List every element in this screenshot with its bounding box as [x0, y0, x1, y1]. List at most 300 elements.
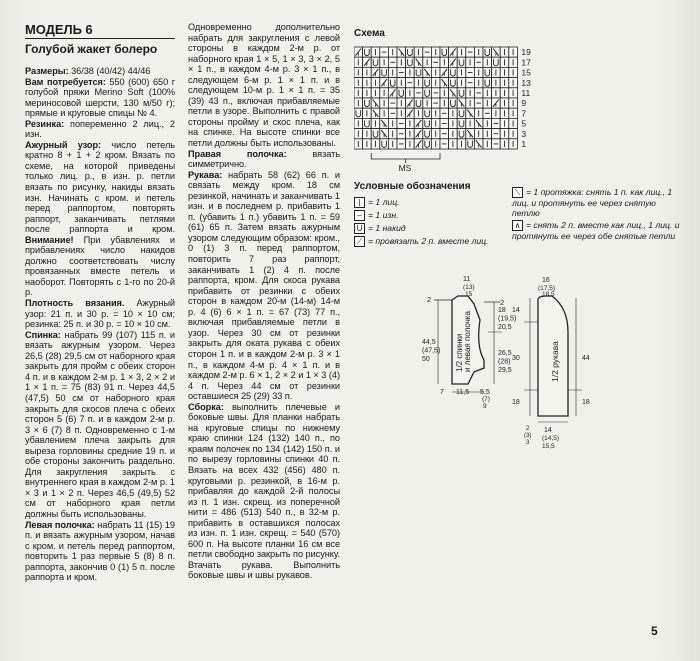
- chart-cell: [509, 129, 518, 139]
- chart-cell: [371, 57, 380, 67]
- chart-cell: [406, 57, 415, 67]
- chart-cell: [371, 108, 380, 118]
- col2-paragraph: [188, 170, 340, 402]
- chart-cell: [483, 88, 492, 98]
- chart-cell: [457, 88, 466, 98]
- chart-cell: [363, 108, 372, 118]
- chart-cell: [449, 78, 458, 88]
- knitting-chart: [354, 41, 554, 171]
- chart-cell: [431, 57, 440, 67]
- chart-cell: [423, 67, 432, 77]
- chart-cell: [449, 129, 458, 139]
- chart-cell: [440, 88, 449, 98]
- chart-cell: [414, 47, 423, 57]
- section-label: Размеры:: [25, 66, 69, 76]
- chart-cell: [397, 47, 406, 57]
- dim-label: 18,5: [542, 291, 555, 298]
- chart-cell: [363, 47, 372, 57]
- chart-cell: [500, 129, 509, 139]
- chart-cell: [380, 129, 389, 139]
- chart-cell: [363, 88, 372, 98]
- chart-cell: [380, 118, 389, 128]
- chart-cell: [509, 118, 518, 128]
- chart-cell: [397, 88, 406, 98]
- chart-cell: [380, 108, 389, 118]
- dim-label: 18: [582, 399, 590, 406]
- chart-cell: [449, 67, 458, 77]
- chart-cell: [483, 98, 492, 108]
- chart-cell: [354, 47, 363, 57]
- section-label: Сборка:: [188, 401, 224, 412]
- chart-cell: [474, 118, 483, 128]
- chart-cell: [457, 57, 466, 67]
- dim-label: 3: [526, 440, 530, 446]
- chart-cell: [371, 118, 380, 128]
- section-label: Плотность вязания.: [25, 298, 125, 309]
- col2-paragraph: [188, 22, 340, 149]
- chart-row-number: 17: [521, 57, 531, 68]
- chart-cell: [354, 88, 363, 98]
- chart-cell: [483, 47, 492, 57]
- section-text: выполнить плечевые и боковые швы. Для планки набрать на круговые спицы по нижнему краю спинки 124 (132) 140 п., по краям полочек по 134 (142) 150 п. и по вырезу горловины спинки 40 п. Вязать на всех 432 (456) 480 п. круговыми р. резинкой, в 16-м р. прибавляя до каждой 2-й полосы из п. 1 изн. скрещ. из поперечной нити = 486 (513) 540 п., в 32-м р. прибавить в оставшихся полосах из изн. п. 1 изн. скрещ. = 540 (570) 600 п. На высоте планки 16 см все петли свободно закрыть по рисунку. Втачать рукава. Выполнить боковые швы и швы рукавов.: [188, 401, 340, 581]
- section-text: вязать симметрично.: [188, 148, 340, 170]
- chart-cell: [500, 67, 509, 77]
- chart-cell: [388, 78, 397, 88]
- chart-cell: [500, 98, 509, 108]
- chart-cell: [363, 118, 372, 128]
- chart-cell: [423, 98, 432, 108]
- chart-cell: [371, 88, 380, 98]
- chart-cell: [457, 108, 466, 118]
- chart-cell: [406, 108, 415, 118]
- chart-cell: [431, 118, 440, 128]
- chart-cell: [363, 98, 372, 108]
- dim-label: (47,5): [422, 347, 441, 355]
- dim-label: 5,5: [480, 389, 490, 396]
- chart-cell: [492, 129, 501, 139]
- col1-paragraph: [25, 330, 175, 520]
- chart-cell: [388, 88, 397, 98]
- chart-row-number: 1: [521, 139, 527, 149]
- chart-cell: [449, 57, 458, 67]
- chart-cell: [423, 139, 432, 149]
- chart-cell: [492, 98, 501, 108]
- chart-cell: [354, 118, 363, 128]
- chart-cell: [474, 78, 483, 88]
- chart-cell: [388, 57, 397, 67]
- chart-cell: [423, 47, 432, 57]
- col1-paragraph: [25, 119, 175, 140]
- chart-cell: [492, 67, 501, 77]
- chart-cell: [492, 108, 501, 118]
- chart-cell: [509, 139, 518, 149]
- chart-cell: [423, 108, 432, 118]
- section-text: Одновременно дополнительно набрать для закругления с левой стороны в каждом 2-м р. от наборного края 1 × 5, 1 × 3, 3 × 2, 5 × 1 п., в каждом 4-м р. 3 × 1 п., в следующем 6-м р. 1 × 1 п. и в следующем 10-м р. 1 × 1 п. = 35 (39) 43 п., включая прибавляемые петли в узоре. Выполнить с правой стороны пройму и скос плеча, как на спинке. На высоте спинки все петли должны быть использованы.: [188, 22, 340, 149]
- chart-cell: [371, 78, 380, 88]
- chart-cell: [423, 88, 432, 98]
- col1-paragraph: [25, 298, 175, 330]
- chart-cell: [354, 98, 363, 108]
- chart-cell: [466, 118, 475, 128]
- dim-label: (3): [524, 433, 532, 439]
- section-text: 550 (600) 650 г голубой пряжи Merino Soft (100% мериносовой шерсти, 130 м/50 г); прямые и круговые спицы № 4.: [25, 76, 175, 119]
- piece-label: 1/2 рукава: [550, 341, 560, 382]
- chart-cell: [371, 67, 380, 77]
- chart-cell: [406, 47, 415, 57]
- chart-row-number: 9: [521, 98, 527, 109]
- dim-label: 2: [500, 298, 505, 307]
- legend-item: [354, 236, 488, 247]
- chart-cell: [466, 67, 475, 77]
- chart-cell: [440, 139, 449, 149]
- dim-label: 50: [422, 356, 430, 363]
- dim-label: (28): [498, 358, 511, 366]
- chart-cell: [483, 57, 492, 67]
- col1-paragraph: [25, 77, 175, 119]
- legend-symbol-icon: ∧: [512, 220, 523, 231]
- dim-label: (19,5): [498, 315, 517, 323]
- dim-label: 18: [498, 307, 506, 314]
- chart-cell: [414, 118, 423, 128]
- chart-cell: [414, 88, 423, 98]
- column-2-body: [188, 22, 340, 581]
- chart-row-number: 19: [521, 47, 531, 58]
- chart-cell: [466, 129, 475, 139]
- legend-symbol-icon: ⟋: [354, 236, 365, 247]
- chart-cell: [363, 129, 372, 139]
- legend-text: = 1 накид: [368, 223, 406, 233]
- chart-cell: [440, 57, 449, 67]
- chart-cell: [406, 88, 415, 98]
- chart-cell: [397, 67, 406, 77]
- section-label: Спинка:: [25, 329, 61, 340]
- chart-cell: [474, 47, 483, 57]
- legend-item: [512, 187, 684, 218]
- legend-item: [354, 223, 406, 234]
- chart-cell: [509, 88, 518, 98]
- schematics: [412, 272, 692, 462]
- chart-cell: [449, 108, 458, 118]
- col1-paragraph: [25, 140, 175, 298]
- chart-cell: [509, 47, 518, 57]
- dim-label: (14,5): [542, 435, 559, 442]
- chart-cell: [440, 47, 449, 57]
- section-text: 36/38 (40/42) 44/46: [68, 66, 151, 76]
- section-text: попеременно 2 лиц., 2 изн.: [25, 118, 175, 140]
- chart-title: Схема: [354, 28, 385, 39]
- chart-cell: [466, 98, 475, 108]
- chart-cell: [457, 129, 466, 139]
- section-label: Рукава:: [188, 169, 223, 180]
- chart-cell: [380, 47, 389, 57]
- repeat-bracket: [371, 153, 440, 159]
- chart-cell: [371, 47, 380, 57]
- section-label: Внимание!: [25, 234, 74, 245]
- col2-paragraph: [188, 149, 340, 170]
- chart-cell: [492, 57, 501, 67]
- dim-label: 16: [542, 277, 550, 284]
- dim-label: 11,5: [456, 389, 470, 396]
- chart-cell: [380, 78, 389, 88]
- chart-cell: [397, 129, 406, 139]
- chart-cell: [431, 88, 440, 98]
- column-1-body: [25, 66, 175, 583]
- chart-cell: [414, 57, 423, 67]
- chart-cell: [414, 98, 423, 108]
- chart-cell: [509, 108, 518, 118]
- chart-cell: [466, 47, 475, 57]
- legend-symbol-icon: –: [354, 210, 365, 221]
- chart-cell: [449, 47, 458, 57]
- dim-label: 20,5: [498, 324, 512, 331]
- chart-cell: [483, 108, 492, 118]
- chart-cell: [483, 129, 492, 139]
- legend-text: = провязать 2 п. вместе лиц.: [368, 236, 489, 246]
- legend-text: = 1 протяжка: снять 1 п. как лиц., 1 лиц. и протянуть ее через снятую петлю: [512, 187, 673, 219]
- legend-symbol-icon: ⟍: [512, 187, 523, 198]
- chart-cell: [363, 139, 372, 149]
- chart-cell: [406, 98, 415, 108]
- dim-label: 2: [526, 426, 530, 432]
- section-text: набрать 11 (15) 19 п. и вязать ажурным узором, начав с кром. и петель перед раппортом, повторить 1 раз первые 5 (8) 8 п. раппорта, закончив 0 (1) 5 п. после раппорта и кром.: [25, 519, 175, 583]
- dim-label: 7: [440, 389, 444, 396]
- chart-cell: [440, 78, 449, 88]
- chart-cell: [457, 118, 466, 128]
- chart-cell: [388, 139, 397, 149]
- chart-cell: [388, 118, 397, 128]
- chart-cell: [483, 118, 492, 128]
- section-text: набрать 58 (62) 66 п. и связать между кром. 18 см резинкой, начинать и заканчивать 1 изн. и в последнем р. прибавить 1 п. (убавить 1 п.) убавить 1 п. = 59 (61) 65 п. Затем вязать ажурным узором следующим образом: кром., 0 (1) 3 п. перед раппортом, повторить 7 раз раппорт, заканчивать 1 (2) 4 п. после раппорта, кром. Для скоса рукава прибавить от резинки с обеих сторон в каждом 20-м (14-м) 14-м р. 4 (6) 6 × 1 п. = 67 (73) 77 п., включая прибавляемые петли в узор. Через 30 см от резинки закрыть для оката рукава с обеих сторон 1 п. и в каждом 2-м р. 3 × 1 п., в каждом 4-м р. 4 × 1 п. и в каждом 2-м р. 6 × 1, 2 × 2 и 1 × 3 (4) 4 п. Через 44 см от резинки оставшиеся 25 (29) 33 п.: [188, 169, 340, 402]
- chart-cell: [406, 78, 415, 88]
- dim-label: 30: [512, 355, 520, 362]
- col1-paragraph: [25, 520, 175, 583]
- chart-cell: [492, 139, 501, 149]
- chart-cell: [354, 108, 363, 118]
- chart-cell: [457, 67, 466, 77]
- chart-cell: [363, 78, 372, 88]
- chart-cell: [363, 57, 372, 67]
- section-label: Резинка:: [25, 118, 65, 129]
- chart-row-number: 5: [521, 118, 527, 129]
- chart-cell: [406, 118, 415, 128]
- chart-cell: [500, 88, 509, 98]
- text-column-2: [188, 22, 340, 581]
- chart-cell: [431, 47, 440, 57]
- chart-cell: [466, 57, 475, 67]
- chart-cell: [474, 57, 483, 67]
- dim-label: 15,5: [542, 443, 555, 450]
- chart-cell: [466, 139, 475, 149]
- chart-cell: [423, 129, 432, 139]
- chart-cell: [406, 129, 415, 139]
- chart-cell: [380, 88, 389, 98]
- dim-label: 44,5: [422, 339, 436, 346]
- chart-cell: [509, 57, 518, 67]
- section-label: Вам потребуется:: [25, 76, 106, 87]
- dim-label: 18: [512, 399, 520, 406]
- chart-cell: [483, 78, 492, 88]
- chart-cell: [509, 67, 518, 77]
- chart-cell: [440, 118, 449, 128]
- chart-cell: [397, 118, 406, 128]
- chart-cell: [492, 118, 501, 128]
- piece-label: 1/2 спинки: [455, 333, 464, 372]
- dim-label: 9: [483, 403, 487, 410]
- chart-cell: [371, 139, 380, 149]
- chart-cell: [371, 98, 380, 108]
- section-label: Правая полочка:: [188, 148, 287, 159]
- chart-cell: [431, 78, 440, 88]
- chart-cell: [483, 139, 492, 149]
- chart-cell: [457, 98, 466, 108]
- legend-text: = 1 лиц.: [368, 197, 400, 207]
- piece-label: и левая полочка: [463, 311, 472, 372]
- chart-row-number: 7: [521, 108, 527, 119]
- chart-cell: [466, 88, 475, 98]
- chart-cell: [500, 139, 509, 149]
- chart-cell: [414, 78, 423, 88]
- chart-cell: [397, 139, 406, 149]
- dim-label: (13): [463, 284, 475, 291]
- chart-cell: [380, 139, 389, 149]
- dim-label: 14: [512, 307, 520, 314]
- chart-cell: [388, 47, 397, 57]
- legend-item: [354, 197, 400, 208]
- chart-cell: [414, 67, 423, 77]
- chart-cell: [431, 108, 440, 118]
- chart-cell: [509, 78, 518, 88]
- legend-item: [354, 210, 398, 221]
- repeat-label: MS: [398, 163, 412, 171]
- chart-cell: [449, 139, 458, 149]
- chart-cell: [449, 88, 458, 98]
- chart-cell: [380, 98, 389, 108]
- chart-cell: [431, 67, 440, 77]
- legend-text: = снять 2 п. вместе как лиц., 1 лиц. и протянуть ее через обе снятые петли: [512, 220, 680, 242]
- chart-row-number: 3: [521, 128, 527, 139]
- chart-cell: [474, 139, 483, 149]
- chart-cell: [474, 129, 483, 139]
- chart-cell: [492, 47, 501, 57]
- chart-cell: [457, 139, 466, 149]
- chart-cell: [492, 88, 501, 98]
- dim-label: 15: [465, 291, 473, 298]
- chart-cell: [449, 118, 458, 128]
- section-text: Ажурный узор: 21 п. и 30 р. = 10 × 10 см; резинка: 25 п. и 30 р. = 10 × 10 см.: [25, 298, 175, 330]
- chart-cell: [474, 67, 483, 77]
- model-title: Голубой жакет болеро: [25, 42, 158, 56]
- chart-cell: [466, 78, 475, 88]
- chart-cell: [431, 139, 440, 149]
- chart-cell: [474, 108, 483, 118]
- chart-cell: [474, 88, 483, 98]
- chart-cell: [440, 67, 449, 77]
- chart-cell: [440, 108, 449, 118]
- chart-cell: [406, 67, 415, 77]
- chart-cell: [354, 78, 363, 88]
- chart-cell: [440, 98, 449, 108]
- chart-cell: [457, 47, 466, 57]
- chart-cell: [388, 108, 397, 118]
- dim-label: (17,5): [538, 285, 555, 292]
- chart-cell: [388, 129, 397, 139]
- chart-cell: [388, 67, 397, 77]
- chart-cell: [397, 98, 406, 108]
- chart-cell: [431, 129, 440, 139]
- chart-cell: [423, 118, 432, 128]
- chart-cell: [380, 57, 389, 67]
- chart-cell: [431, 98, 440, 108]
- chart-cell: [500, 47, 509, 57]
- chart-cell: [354, 67, 363, 77]
- chart-cell: [423, 57, 432, 67]
- chart-cell: [414, 129, 423, 139]
- dim-label: 11: [463, 276, 471, 283]
- page-number: 5: [651, 624, 658, 638]
- legend-symbol-icon: |: [354, 197, 365, 208]
- chart-cell: [354, 139, 363, 149]
- chart-cell: [483, 67, 492, 77]
- chart-cell: [406, 139, 415, 149]
- chart-cell: [397, 78, 406, 88]
- legend-symbol-icon: U: [354, 223, 365, 234]
- chart-cell: [500, 118, 509, 128]
- chart-cell: [423, 78, 432, 88]
- chart-cell: [492, 78, 501, 88]
- legend-title: Условные обозначения: [354, 181, 471, 192]
- chart-cell: [354, 57, 363, 67]
- chart-cell: [466, 108, 475, 118]
- section-text: набрать 99 (107) 115 п. и вязать ажурным узором. Через 26,5 (28) 29,5 см от наборного края закрыть для пройм с обеих сторон 4 п. и в каждом 2-м р. 1 × 3, 2 × 2 и 1 × 1 п. = 75 (83) 91 п. Через 44,5 (47,5) 50 см от наборного края закрыть для скосов плеча с обеих сторон 5 (6) 7 п. и в каждом 2-м р. 3 × 6 (7) 8 п. Одновременно с 1-м убавлением плеча закрыть для выреза горловины средние 19 п. и обе стороны закончить раздельно. Для закругления закрыть с внутреннего края в каждом 2-м р. 1 × 3 и 1 × 2 п. Через 46,5 (49,5) 52 см от наборного края петли должны быть использованы.: [25, 329, 175, 519]
- chart-cell: [440, 129, 449, 139]
- chart-row-number: 13: [521, 77, 531, 88]
- section-label: Левая полочка:: [25, 519, 95, 530]
- chart-row-number: 11: [521, 88, 531, 98]
- chart-cell: [380, 67, 389, 77]
- chart-cell: [414, 108, 423, 118]
- chart-cell: [397, 108, 406, 118]
- legend-item: [512, 220, 684, 241]
- chart-cell: [500, 57, 509, 67]
- model-heading: МОДЕЛЬ 6: [25, 22, 175, 39]
- chart-cell: [474, 98, 483, 108]
- chart-cell: [388, 98, 397, 108]
- dim-label: 26,5: [498, 350, 512, 357]
- section-text: число петель кратно 8 + 1 + 2 кром. Вязать по схеме, на которой приведены только лиц. р., в изн. р. петли вязать по рисунку, накиды вязать изн. Начинать с кром. и петель перед раппортом, повторять раппорт, заканчивать петлями после раппорта и кром.: [25, 139, 175, 235]
- dim-label: 14: [544, 427, 552, 434]
- chart-cell: [509, 98, 518, 108]
- chart-cell: [457, 78, 466, 88]
- dim-label: 29,5: [498, 367, 512, 374]
- chart-row-number: 15: [521, 67, 531, 78]
- dim-label: 2: [427, 295, 432, 304]
- text-column-1: [25, 22, 175, 583]
- chart-cell: [397, 57, 406, 67]
- section-label: Ажурный узор:: [25, 139, 102, 150]
- chart-cell: [354, 129, 363, 139]
- chart-cell: [371, 129, 380, 139]
- chart-cell: [500, 78, 509, 88]
- col2-paragraph: [188, 402, 340, 581]
- dim-label: (7): [482, 396, 490, 403]
- dim-label: 44: [582, 355, 590, 362]
- chart-cell: [500, 108, 509, 118]
- section-text: При убавлениях и прибавлениях число накидов должно соответствовать числу провязанных вместе петель и наоборот. Повторять с 1-го по 20-й р.: [25, 234, 175, 298]
- col1-paragraph: [25, 66, 175, 77]
- legend-text: = 1 изн.: [368, 210, 399, 220]
- chart-cell: [363, 67, 372, 77]
- chart-cell: [414, 139, 423, 149]
